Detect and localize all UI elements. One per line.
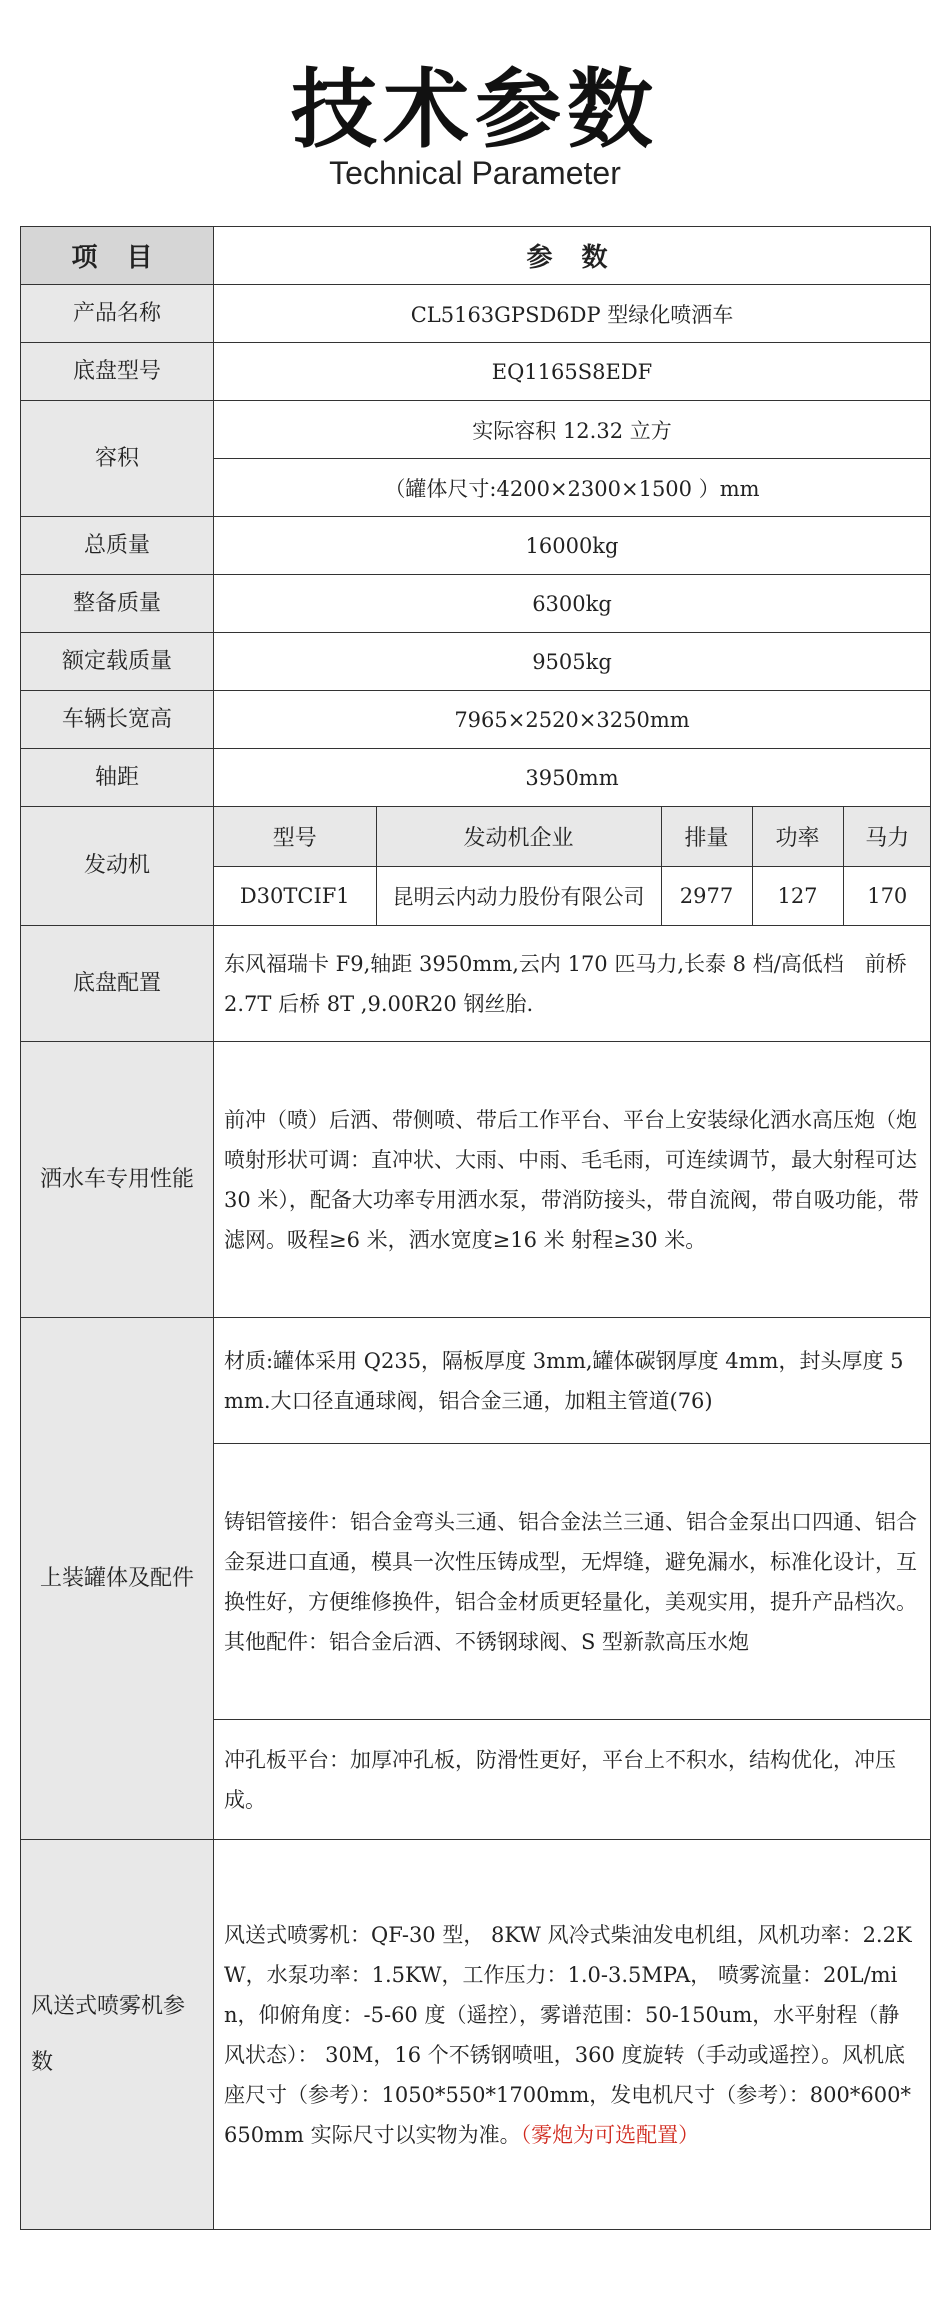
engine-header: 功率 bbox=[752, 807, 843, 867]
row-value: 9505kg bbox=[214, 633, 931, 691]
row-label: 底盘配置 bbox=[21, 926, 214, 1042]
row-text: 材质:罐体采用 Q235，隔板厚度 3mm,罐体碳钢厚度 4mm，封头厚度 5mm.大口径直通球阀，铝合金三通，加粗主管道(76) bbox=[214, 1318, 931, 1444]
row-text: 前冲（喷）后洒、带侧喷、带后工作平台、平台上安装绿化洒水高压炮（炮喷射形状可调：直冲状、大雨、中雨、毛毛雨，可连续调节，最大射程可达 30 米），配备大功率专用洒水泵，带消防接头，带自流阀，带自吸功能，带滤网。吸程≥6 米，洒水宽度≥16 米 射程≥30 米。 bbox=[214, 1042, 931, 1318]
row-label: 额定载质量 bbox=[21, 633, 214, 691]
table-row bbox=[21, 1840, 931, 2230]
table-row bbox=[21, 691, 931, 749]
page-subtitle: Technical Parameter bbox=[329, 155, 621, 191]
table-row bbox=[21, 517, 931, 575]
table-row bbox=[21, 1318, 931, 1444]
row-value: 3950mm bbox=[214, 749, 931, 807]
engine-value-row bbox=[214, 867, 931, 925]
row-label: 风送式喷雾机参数 bbox=[21, 1840, 214, 2230]
table-row bbox=[21, 1042, 931, 1318]
engine-header-row bbox=[214, 807, 931, 867]
engine-value: 127 bbox=[752, 867, 843, 925]
header-item: 项 目 bbox=[21, 227, 214, 285]
engine-value: 昆明云内动力股份有限公司 bbox=[376, 867, 661, 925]
row-label: 发动机 bbox=[21, 807, 214, 926]
engine-value: 2977 bbox=[661, 867, 752, 925]
row-value: 16000kg bbox=[214, 517, 931, 575]
row-label: 轴距 bbox=[21, 749, 214, 807]
row-label: 容积 bbox=[21, 401, 214, 517]
table-row bbox=[21, 343, 931, 401]
row-label: 洒水车专用性能 bbox=[21, 1042, 214, 1318]
table-row bbox=[21, 926, 931, 1042]
row-label: 底盘型号 bbox=[21, 343, 214, 401]
row-value: 6300kg bbox=[214, 575, 931, 633]
engine-value: D30TCIF1 bbox=[214, 867, 376, 925]
row-text: 冲孔板平台：加厚冲孔板，防滑性更好，平台上不积水，结构优化，冲压成。 bbox=[214, 1720, 931, 1840]
row-text: 东风福瑞卡 F9,轴距 3950mm,云内 170 匹马力,长泰 8 档/高低档 前桥 2.7T 后桥 8T ,9.00R20 钢丝胎. bbox=[214, 926, 931, 1042]
spec-table bbox=[20, 226, 931, 2230]
engine-value: 170 bbox=[843, 867, 931, 925]
mist-text: 风送式喷雾机：QF-30 型， 8KW 风冷式柴油发电机组，风机功率：2.2KW，水泵功率：1.5KW，工作压力：1.0-3.5MPA， 喷雾流量：20L/min，仰俯角度：-5-60 度（遥控），雾谱范围：50-150um，水平射程（静风状态）： 30M，16 个不锈钢喷咀，360 度旋转（手动或遥控）。风机底座尺寸（参考）：1050*550*1700mm，发电机尺寸（参考）：800*600*650mm 实际尺寸以实物为准。 bbox=[224, 1922, 912, 2147]
table-row bbox=[21, 285, 931, 343]
table-row bbox=[21, 749, 931, 807]
row-label: 上装罐体及配件 bbox=[21, 1318, 214, 1840]
row-label: 总质量 bbox=[21, 517, 214, 575]
engine-row bbox=[21, 807, 931, 926]
row-value: 7965×2520×3250mm bbox=[214, 691, 931, 749]
row-value: CL5163GPSD6DP 型绿化喷洒车 bbox=[214, 285, 931, 343]
table-header-row bbox=[21, 227, 931, 285]
row-value: （罐体尺寸:4200×2300×1500 ）mm bbox=[214, 459, 931, 517]
engine-header: 排量 bbox=[661, 807, 752, 867]
engine-table bbox=[214, 807, 931, 925]
header-param: 参 数 bbox=[214, 227, 931, 285]
table-row bbox=[21, 401, 931, 459]
row-label: 车辆长宽高 bbox=[21, 691, 214, 749]
table-row bbox=[21, 633, 931, 691]
row-value: 实际容积 12.32 立方 bbox=[214, 401, 931, 459]
row-text bbox=[214, 1840, 931, 2230]
engine-header: 发动机企业 bbox=[376, 807, 661, 867]
row-label: 产品名称 bbox=[21, 285, 214, 343]
engine-header: 马力 bbox=[843, 807, 931, 867]
engine-header: 型号 bbox=[214, 807, 376, 867]
optional-note: （雾炮为可选配置） bbox=[520, 2122, 700, 2147]
row-value: EQ1165S8EDF bbox=[214, 343, 931, 401]
page-title: 技术参数 bbox=[291, 60, 659, 160]
engine-cell bbox=[214, 807, 931, 926]
row-text: 铸铝管接件：铝合金弯头三通、铝合金法兰三通、铝合金泵出口四通、铝合金泵进口直通，模具一次性压铸成型，无焊缝，避免漏水，标准化设计，互换性好，方便维修换件，铝合金材质更轻量化，美观实用，提升产品档次。其他配件：铝合金后洒、不锈钢球阀、S 型新款高压水炮 bbox=[214, 1444, 931, 1720]
table-row bbox=[21, 575, 931, 633]
row-label: 整备质量 bbox=[21, 575, 214, 633]
